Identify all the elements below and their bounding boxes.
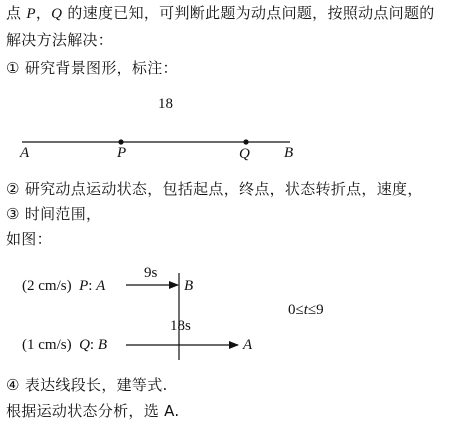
q-speed-label: (1 cm/s): [22, 337, 72, 353]
q-time-label: 18s: [170, 318, 191, 334]
q-name-label: Q: [79, 337, 90, 353]
p-end-label: B: [184, 278, 194, 294]
text-line-1-part-c: 的速度已知，可判断此题为动点问题，按照动点问题的: [62, 4, 435, 22]
segment-label-b: B: [284, 145, 294, 161]
time-range-prefix: 0≤: [288, 302, 304, 318]
text-line-1-part-a: 点: [6, 4, 27, 22]
segment-length-label: 18: [158, 96, 173, 112]
q-end-label: A: [243, 337, 253, 353]
segment-label-p: P: [117, 145, 127, 161]
p-time-label: 9s: [144, 265, 158, 281]
time-range-suffix: ≤9: [307, 302, 324, 318]
segment-label-a: A: [20, 145, 30, 161]
q-colon: :: [89, 337, 95, 353]
text-line-4: ② 研究动点运动状态，包括起点，终点，状态转折点，速度，: [6, 180, 423, 198]
time-range-label: [288, 302, 324, 318]
text-line-3: ① 研究背景图形，标注：: [6, 59, 178, 77]
q-motion-row: [22, 337, 107, 353]
p-motion-row: [22, 278, 105, 294]
p-start-label: A: [96, 278, 106, 294]
text-line-7: ④ 表达线段长，建等式.: [6, 376, 168, 394]
p-colon: :: [88, 278, 93, 294]
time-range-variable: t: [303, 302, 308, 318]
text-line-1-part-b: ，: [35, 4, 52, 22]
p-speed-label: (2 cm/s): [22, 278, 72, 294]
text-line-6: 如图：: [6, 230, 52, 248]
q-start-label: B: [97, 337, 108, 353]
segment-label-q: Q: [239, 146, 250, 162]
p-name-label: P: [79, 278, 89, 294]
point-q-inline: Q: [51, 6, 63, 22]
text-line-2: 解决方法解决：: [6, 31, 114, 49]
point-p-inline: P: [26, 6, 36, 22]
text-line-5: ③ 时间范围，: [6, 205, 102, 223]
text-line-8: 根据运动状态分析，选 A.: [6, 402, 180, 420]
